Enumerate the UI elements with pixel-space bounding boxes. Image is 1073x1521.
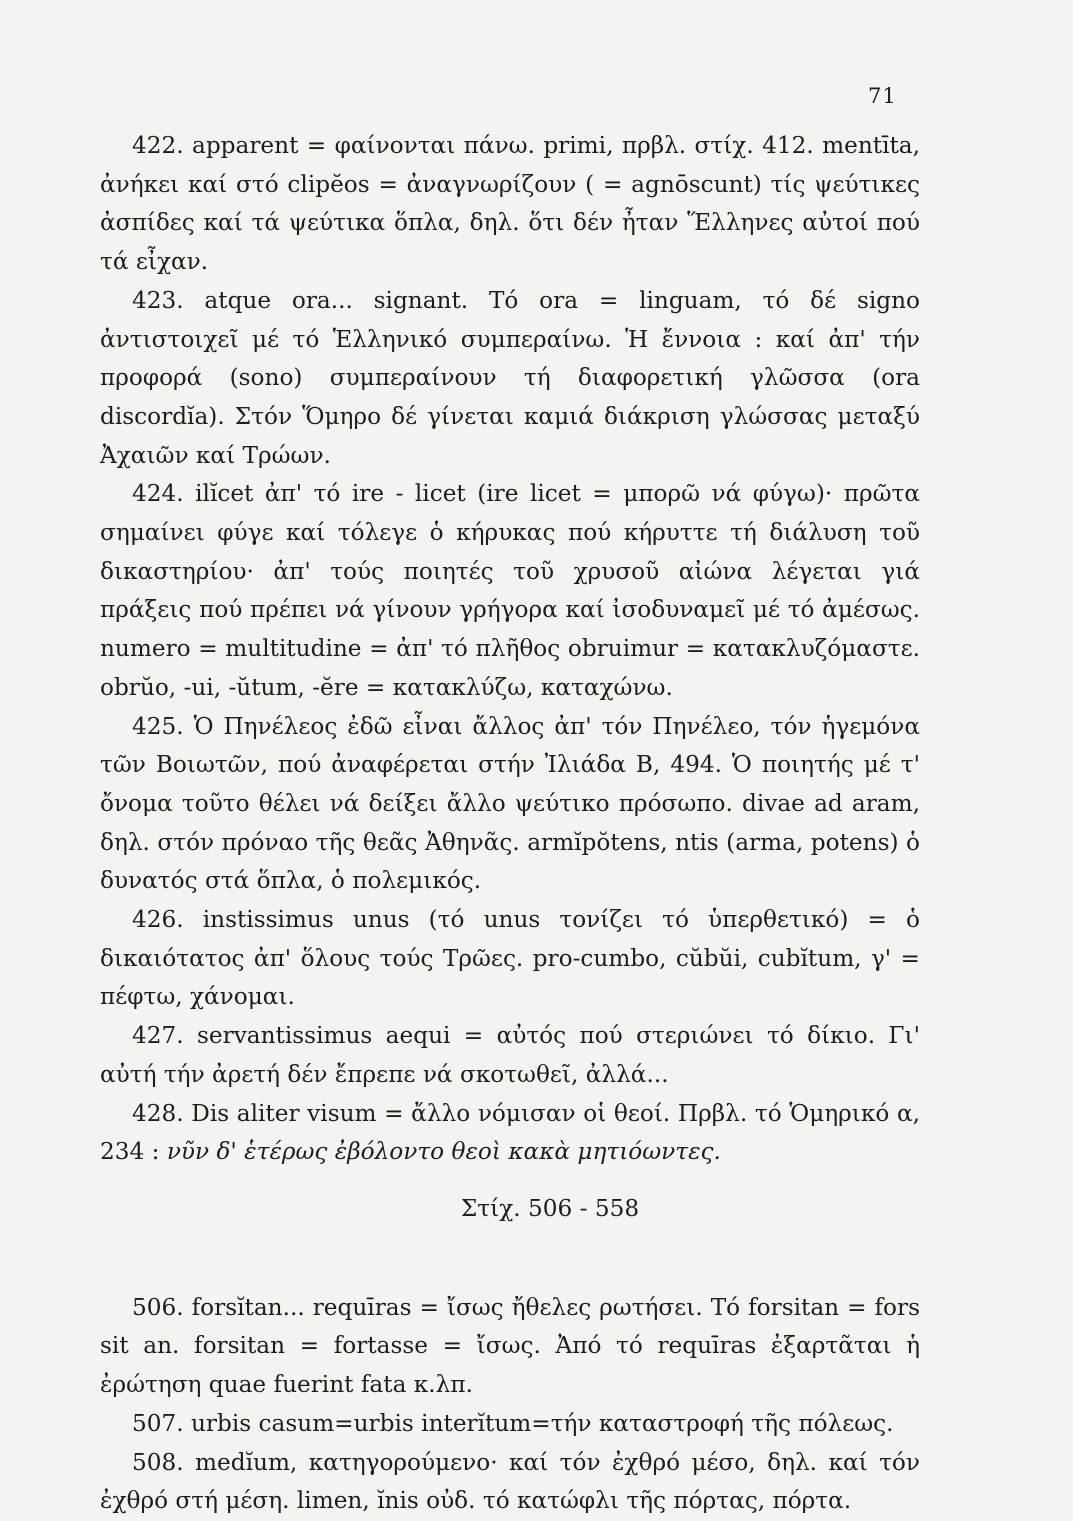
paragraph-428-lead: 428. Dis aliter visum = ἄλλο νόμισαν οἱ θεοί. Πρβλ. τό Ὁμηρικό α, 234 : xyxy=(100,1099,920,1166)
commentary-part-2 xyxy=(100,1289,920,1521)
commentary-paragraph-424: 424. ilĭcet ἀπ' τό ire - licet (ire licet = μπορῶ νά φύγω)· πρῶτα σημαίνει φύγε καί τόλεγε ὁ κήρυκας πού κήρυττε τή διάλυση τοῦ δικαστηρίου· ἀπ' τούς ποιητές τοῦ χρυσοῦ αἰώνα λέγεται γιά πράξεις πού πρέπει νά γίνουν γρήγορα καί ἰσοδυναμεῖ μέ τό ἀμέσως. numero = multitudine = ἀπ' τό πλῆθος obruimur = κατακλυζόμαστε. obrŭo, -ui, -ŭtum, -ĕre = κατακλύζω, καταχώνω. xyxy=(100,480,920,701)
commentary-paragraph-427: 427. servantissimus aequi = αὐτός πού στεριώνει τό δίκιο. Γι' αὐτή τήν ἀρετή δέν ἔπρεπε νά σκοτωθεῖ, ἀλλά... xyxy=(100,1022,920,1088)
commentary-paragraph-508: 508. medĭum, κατηγορούμενο· καί τόν ἐχθρό μέσο, δηλ. καί τόν ἐχθρό στή μέση. limen, ĭnis οὐδ. τό κατώφλι τῆς πόρτας, πόρτα. xyxy=(100,1448,920,1515)
page-number: 71 xyxy=(868,84,897,108)
commentary-paragraph-506: 506. forsĭtan... requīras = ἴσως ἤθελες ρωτήσει. Τό forsitan = fors sit an. forsitan = fortasse = ἴσως. Ἀπό τό requīras ἐξαρτᾶται ἡ ἐρώτηση quae fuerint fata κ.λπ. xyxy=(100,1293,920,1399)
section-heading: Στίχ. 506 - 558 xyxy=(460,1194,640,1222)
commentary-paragraph-428 xyxy=(100,1095,920,1172)
commentary-paragraph-423: 423. atque ora... signant. Τό ora = linguam, τό δέ signo ἀντιστοιχεῖ μέ τό Ἑλληνικό συμπεραίνω. Ἡ ἔννοια : καί ἀπ' τήν προφορά (sono) συμπεραίνουν τή διαφορετική γλῶσσα (ora discordĭa). Στόν Ὅμηρο δέ γίνεται καμιά διάκριση γλώσσας μεταξύ Ἀχαιῶν καί Τρώων. xyxy=(100,286,920,469)
commentary-text xyxy=(100,127,920,1521)
commentary-paragraph-426: 426. instissimus unus (τό unus τονίζει τό ὑπερθετικό) = ὁ δικαιότατος ἀπ' ὅλους τούς Τρῶες. pro-cumbo, cŭbŭi, cubĭtum, γ' = πέφτω, χάνομαι. xyxy=(100,906,920,1011)
commentary-paragraph-507: 507. urbis casum=urbis interĭtum=τήν καταστροφή τῆς πόλεως. xyxy=(132,1409,894,1437)
homeric-quote: νῦν δ' ἑτέρως ἐβόλοντο θεοὶ κακὰ μητιόωντες. xyxy=(166,1138,721,1166)
commentary-paragraph-425: 425. Ὁ Πηνέλεος ἐδῶ εἶναι ἄλλος ἀπ' τόν Πηνέλεο, τόν ἡγεμόνα τῶν Βοιωτῶν, πού ἀναφέρεται στήν Ἰλιάδα Β, 494. Ὁ ποιητής μέ τ' ὄνομα τοῦτο θέλει νά δείξει ἄλλο ψεύτικο πρόσωπο. divae ad aram, δηλ. στόν πρόναο τῆς θεᾶς Ἀθηνᾶς. armĭpŏtens, ntis (arma, potens) ὁ δυνατός στά ὅπλα, ὁ πολεμικός. xyxy=(100,712,920,895)
commentary-part-1 xyxy=(100,127,920,1095)
commentary-paragraph-422: 422. apparent = φαίνονται πάνω. primi, πρβλ. στίχ. 412. mentīta, ἀνήκει καί στό clipĕos = ἀναγνωρίζουν ( = agnōscunt) τίς ψεύτικες ἀσπίδες καί τά ψεύτικα ὅπλα, δηλ. ὅτι δέν ἦταν Ἕλληνες αὐτοί πού τά εἶχαν. xyxy=(100,132,920,276)
section-spacer xyxy=(100,1251,920,1289)
